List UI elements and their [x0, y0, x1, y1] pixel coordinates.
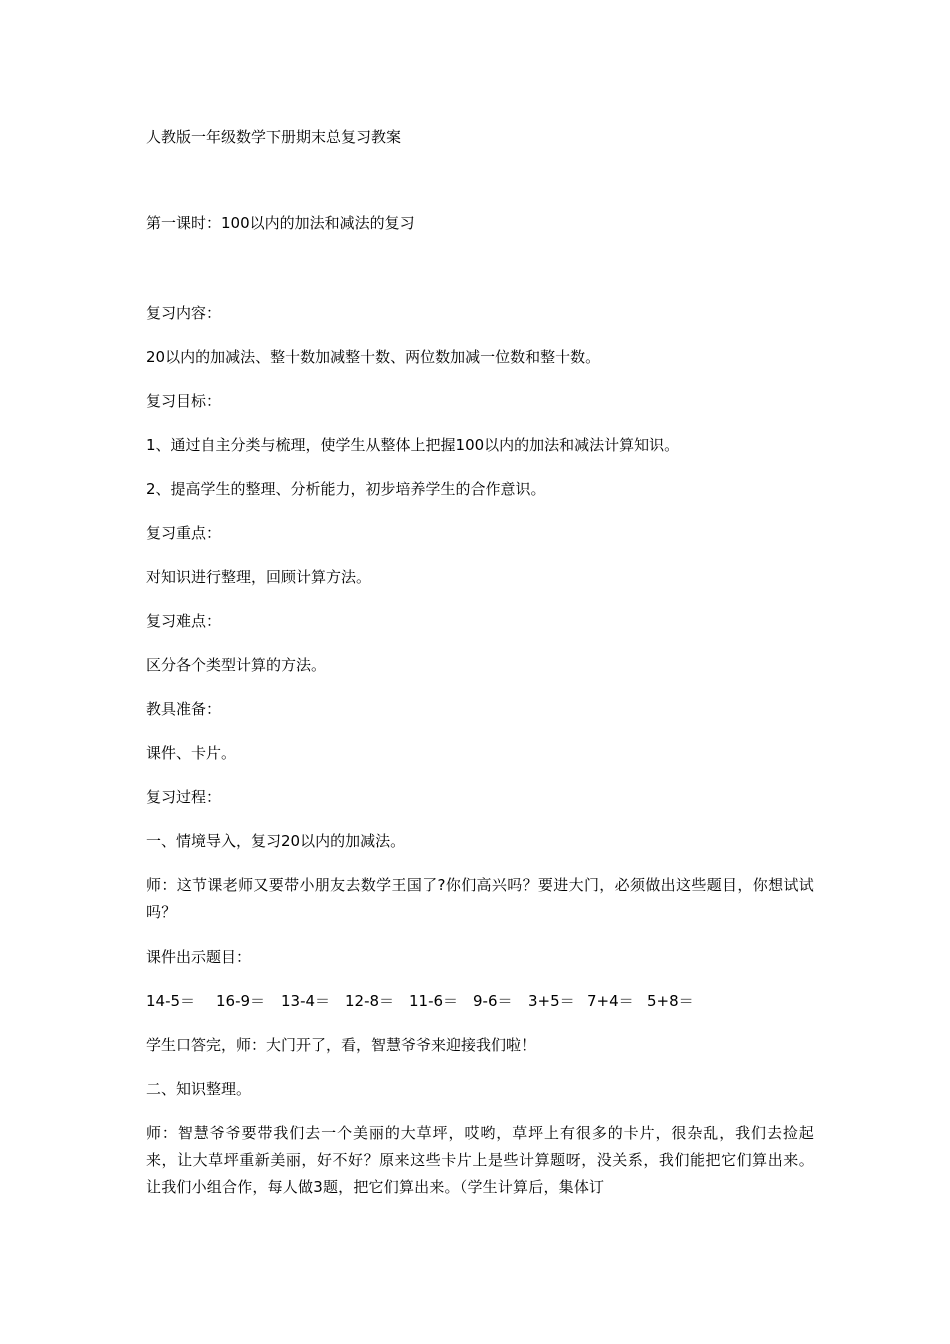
- equation-item: 13-4＝: [281, 992, 331, 1010]
- document-page: [146, 0, 814, 1344]
- goal-item-1: 1、通过自主分类与梳理，使学生从整体上把握100以内的加法和减法计算知识。: [146, 436, 680, 454]
- equation-item: 12-8＝: [345, 992, 395, 1010]
- equation-item: 16-9＝: [216, 992, 266, 1010]
- content-text: 20以内的加减法、整十数加减整十数、两位数加减一位数和整十数。: [146, 348, 601, 366]
- step-2-heading: 二、知识整理。: [146, 1080, 252, 1098]
- courseware-label: 课件出示题目：: [146, 948, 252, 966]
- equation-item: 9-6＝: [473, 992, 513, 1010]
- student-answer: 学生口答完，师：大门开了，看，智慧爷爷来迎接我们啦！: [146, 1036, 537, 1054]
- equation-item: 11-6＝: [409, 992, 459, 1010]
- key-text: 对知识进行整理，回顾计算方法。: [146, 568, 372, 586]
- process-label: 复习过程：: [146, 788, 222, 806]
- equation-list: [146, 994, 814, 1010]
- equation-item: 5+8＝: [647, 992, 694, 1010]
- teacher-paragraph: 师：智慧爷爷要带我们去一个美丽的大草坪，哎哟，草坪上有很多的卡片，很杂乱，我们去捡起来，让大草坪重新美丽，好不好？原来这些卡片上是些计算题呀，没关系，我们能把它们算出来。让我们小组合作，每人做3题，把它们算出来。（学生计算后，集体订: [146, 1124, 814, 1196]
- content-label: 复习内容：: [146, 304, 222, 322]
- teacher-intro-paragraph: 师：这节课老师又要带小朋友去数学王国了?你们高兴吗？要进大门，必须做出这些题目，你想试试吗？: [146, 876, 814, 921]
- lesson-heading: 第一课时：100以内的加法和减法的复习: [146, 214, 415, 232]
- key-label: 复习重点：: [146, 524, 222, 542]
- equation-item: 14-5＝: [146, 992, 196, 1010]
- equation-item: 7+4＝: [587, 992, 634, 1010]
- tools-text: 课件、卡片。: [146, 744, 237, 762]
- difficulty-text: 区分各个类型计算的方法。: [146, 656, 327, 674]
- goal-item-2: 2、提高学生的整理、分析能力，初步培养学生的合作意识。: [146, 480, 546, 498]
- equation-item: 3+5＝: [528, 992, 575, 1010]
- difficulty-label: 复习难点：: [146, 612, 222, 630]
- document-title: 人教版一年级数学下册期末总复习教案: [146, 128, 402, 146]
- step-1-heading: 一、情境导入，复习20以内的加减法。: [146, 832, 406, 850]
- tools-label: 教具准备：: [146, 700, 222, 718]
- goal-label: 复习目标：: [146, 392, 222, 410]
